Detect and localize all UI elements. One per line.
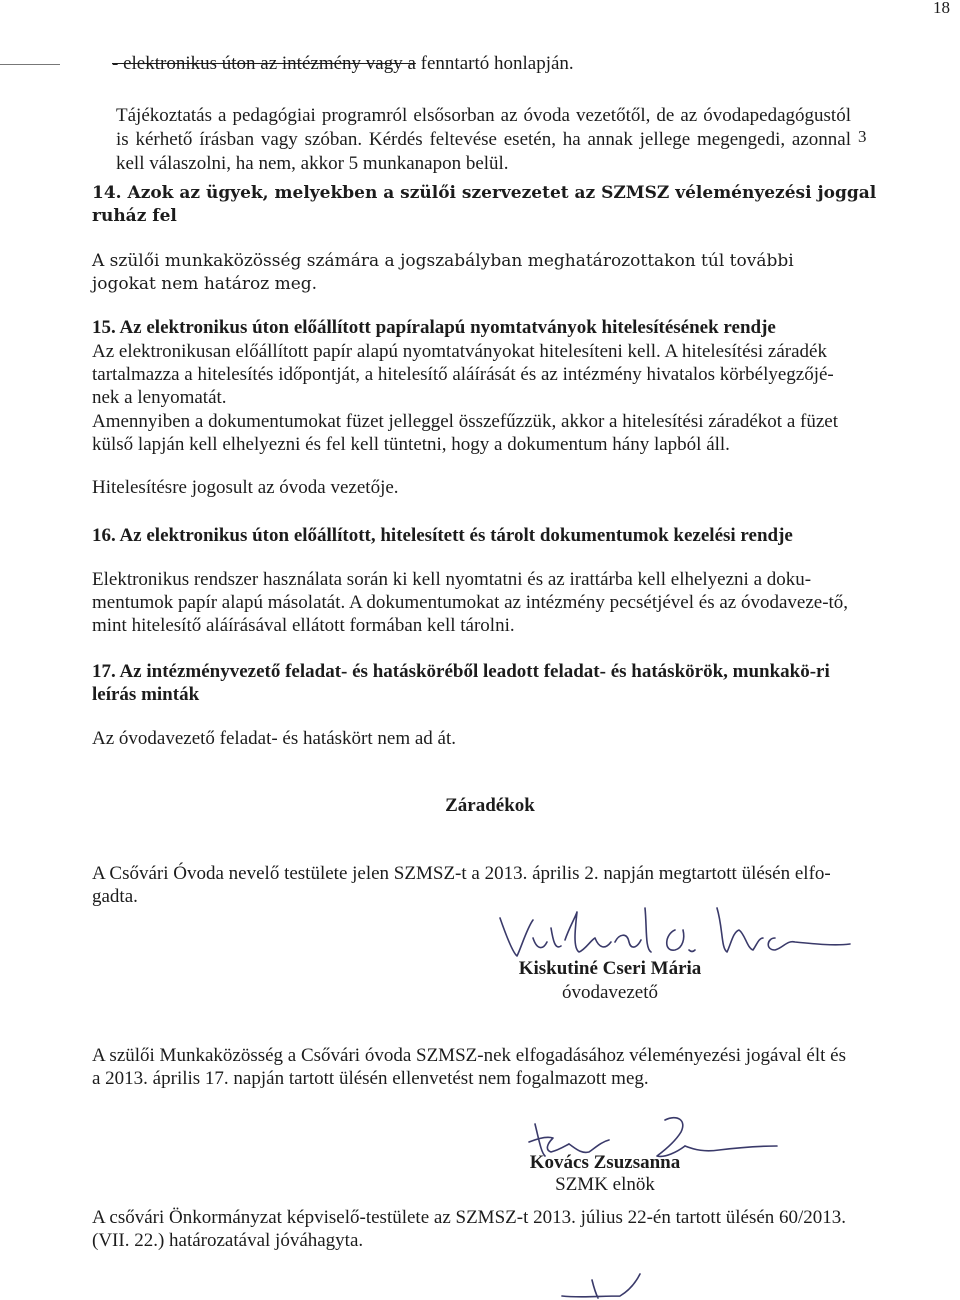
section16-body: Elektronikus rendszer használata során ki kell nyomtatni és az irattárba kell elhelyezni a doku-mentumok papír alapú másolatát. A dokumentumokat az intézmény pecsétjével és az óvodaveze-tő, mint hitelesítő aláírásával ellátott formában kell tárolni. [92, 569, 849, 636]
section17-num: 17. [92, 661, 116, 682]
signer1-name: Kiskutiné Cseri Mária [518, 958, 702, 979]
para-tajekoztatas: Tájékoztatás a pedagógiai programról elsősorban az óvoda vezetőtől, de az óvodapedagógustól is kérhető írásban vagy szóban. Kérdés feltevése esetén, ha annak jellege megengedi, azonnal kell válaszolni, ha nem, akkor 5 munkanapon belül. [116, 105, 851, 174]
struck-text: - elektronikus úton az intézmény vagy a [112, 53, 416, 74]
top-rule [0, 64, 60, 65]
section17-body: Az óvodavezető feladat- és hatáskört nem ad át. [92, 728, 457, 749]
section15-body1: Az elektronikusan előállított papír alapú nyomtatványokat hitelesíteni kell. A hitelesítési záradék tartalmazza a hitelesítés időpontját, a hitelesítő aláírását és az intézmény hivatalos körbélyegzőjé-nek a lenyomatát. [92, 341, 834, 408]
section16-num: 16. [92, 525, 116, 546]
signer2-role: SZMK elnök [555, 1174, 655, 1195]
zaradek-para1: A Csővári Óvoda nevelő testülete jelen SZMSZ-t a 2013. április 2. napján megtartott ülésén elfo-gadta. [92, 863, 831, 907]
line-top-rest: fenntartó honlapján. [415, 53, 574, 74]
zaradekok-heading: Záradékok [445, 795, 535, 816]
section17-title: Az intézményvezető feladat- és hatásköréből leadott feladat- és hatáskörök, munkakö-ri leírás minták [92, 661, 830, 705]
signature-3 [560, 1270, 680, 1300]
section15-title: Az elektronikus úton előállított papíralapú nyomtatványok hitelesítésének rendje [119, 317, 776, 338]
section14-num: 14. [92, 183, 122, 203]
zaradek-para3: A csővári Önkormányzat képviselő-testülete az SZMSZ-t 2013. július 22-én tartott ülésén 60/2013. (VII. 22.) határozatával jóváhagyta. [92, 1207, 847, 1251]
signer2-name: Kovács Zsuzsanna [529, 1152, 681, 1173]
line-top [112, 52, 812, 75]
signer1-role: óvodavezető [561, 982, 658, 1003]
section16-title: Az elektronikus úton előállított, hitelesített és tárolt dokumentumok kezelési rendje [119, 525, 793, 546]
section15-num: 15. [92, 317, 116, 338]
margin-mark: 3 [858, 127, 867, 146]
section14-title: Azok az ügyek, melyekben a szülői szervezetet az SZMSZ véleményezési joggal ruház fel [92, 183, 877, 226]
section15-heading [92, 316, 892, 339]
section15-body3: Hitelesítésre jogosult az óvoda vezetője. [92, 477, 399, 498]
section17-heading [92, 660, 852, 706]
page-number: 18 [933, 0, 950, 17]
zaradek-para2: A szülői Munkaközösség a Csővári óvoda SZMSZ-nek elfogadásához véleményezési jogával élt és a 2013. április 17. napján tartott ülésén ellenvetést nem fogalmazott meg. [92, 1045, 846, 1089]
section14-heading [92, 182, 882, 228]
section16-heading [92, 524, 892, 547]
section15-body2: Amennyiben a dokumentumokat füzet jelleggel összefűzzük, akkor a hitelesítési záradékot a füzet külső lapján kell elhelyezni és fel kell tüntetni, hogy a dokumentum hány lapból áll. [92, 411, 838, 455]
section14-body: A szülői munkaközösség számára a jogszabályban meghatározottakon túl további jogokat nem határoz meg. [92, 251, 794, 294]
